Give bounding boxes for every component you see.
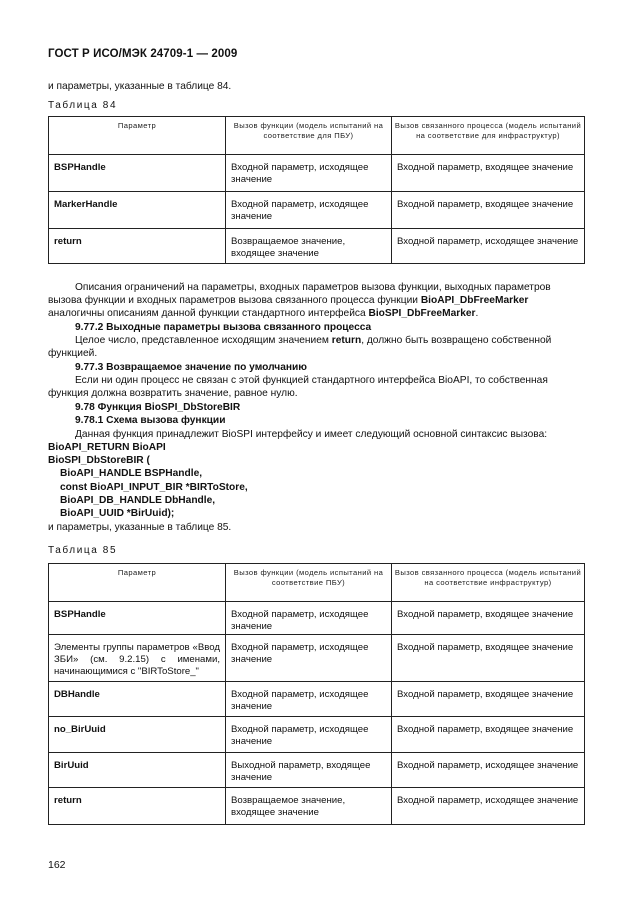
- page-number: 162: [48, 859, 66, 871]
- table-85-header-function: Вызов функции (модель испытаний на соответствие ПБУ): [226, 564, 392, 602]
- paragraph-text: аналогичны описаниям данной функции стандартного интерфейса: [48, 308, 369, 320]
- table-cell: Входной параметр, исходящее значение: [392, 229, 585, 264]
- table-cell: Элементы группы параметров «Ввод ЗБИ» (см. 9.2.15) с именами, начинающимися с "BIRToStore_": [49, 635, 226, 682]
- paragraph-text: Целое число, представленное исходящим значением: [75, 335, 332, 346]
- intro-text-85: и параметры, указанные в таблице 85.: [48, 522, 232, 533]
- table-cell: return: [49, 788, 226, 825]
- table-cell: Возвращаемое значение, входящее значение: [226, 788, 392, 825]
- table-cell: Входной параметр, входящее значение: [392, 635, 585, 682]
- table-cell: DBHandle: [49, 682, 226, 717]
- paragraph-syntax: Данная функция принадлежит BioSPI интерфейсу и имеет следующий основной синтаксис вызова:: [75, 429, 548, 440]
- table-cell: Входной параметр, исходящее значение: [226, 155, 392, 192]
- table-row: [49, 717, 585, 753]
- table-row: [49, 155, 585, 192]
- section-heading-9-77-2: 9.77.2 Выходные параметры вызова связанного процесса: [75, 322, 372, 333]
- table-84: [48, 116, 585, 264]
- table-85-header-param: Параметр: [49, 564, 226, 602]
- table-cell: BirUuid: [49, 753, 226, 788]
- table-84-header-param: Параметр: [49, 117, 226, 155]
- table-cell: Входной параметр, входящее значение: [392, 192, 585, 229]
- intro-text-84: и параметры, указанные в таблице 84.: [48, 81, 232, 92]
- keyword: return: [331, 335, 362, 346]
- table-84-header-process: Вызов связанного процесса (модель испытаний на соответствие для инфраструктур): [392, 117, 585, 155]
- table-row: [49, 602, 585, 635]
- paragraph-text: , должно быть возвращено собственной функцией.: [48, 335, 552, 360]
- table-cell: Возвращаемое значение, входящее значение: [226, 229, 392, 264]
- code-line: const BioAPI_INPUT_BIR *BIRToStore,: [60, 481, 248, 493]
- code-line: BioAPI_HANDLE BSPHandle,: [60, 468, 203, 480]
- paragraph-default-value: Если ни один процесс не связан с этой функцией стандартного интерфейса BioAPI, то собственная функция должна возвратить значение, равное нулю.: [48, 375, 548, 400]
- table-row: [49, 192, 585, 229]
- function-name: BioAPI_DbFreeMarker: [420, 295, 529, 307]
- document-header: ГОСТ Р ИСО/МЭК 24709-1 — 2009: [48, 48, 238, 60]
- code-line: BioAPI_DB_HANDLE DbHandle,: [60, 494, 216, 506]
- table-cell: Выходной параметр, входящее значение: [226, 753, 392, 788]
- table-row: [49, 229, 585, 264]
- table-84-header-row: [49, 117, 585, 155]
- table-cell: BSPHandle: [49, 602, 226, 635]
- table-cell: BSPHandle: [49, 155, 226, 192]
- section-heading-9-77-3: 9.77.3 Возвращаемое значение по умолчанию: [75, 362, 307, 373]
- table-85-header-row: [49, 564, 585, 602]
- table-row: [49, 788, 585, 825]
- table-84-caption: Таблица 84: [48, 100, 118, 111]
- table-cell: Входной параметр, исходящее значение: [392, 753, 585, 788]
- paragraph-constraints: [48, 281, 584, 321]
- table-cell: Входной параметр, исходящее значение: [226, 192, 392, 229]
- paragraph-text: .: [475, 308, 479, 320]
- code-line: BioAPI_UUID *BirUuid);: [60, 508, 175, 520]
- table-cell: Входной параметр, входящее значение: [392, 602, 585, 635]
- function-name: BioSPI_DbFreeMarker: [368, 308, 476, 320]
- table-85: [48, 563, 585, 825]
- table-cell: Входной параметр, исходящее значение: [226, 682, 392, 717]
- section-heading-9-78-1: 9.78.1 Схема вызова функции: [75, 415, 226, 426]
- table-cell: no_BirUuid: [49, 717, 226, 753]
- table-cell: Входной параметр, входящее значение: [392, 717, 585, 753]
- table-cell: Входной параметр, исходящее значение: [226, 717, 392, 753]
- table-row: [49, 682, 585, 717]
- table-cell: Входной параметр, исходящее значение: [392, 788, 585, 825]
- table-85-header-process: Вызов связанного процесса (модель испытаний на соответствие инфраструктур): [392, 564, 585, 602]
- table-row: [49, 753, 585, 788]
- table-85-caption: Таблица 85: [48, 545, 118, 556]
- code-line: BioSPI_DbStoreBIR (: [48, 455, 150, 467]
- code-line: BioAPI_RETURN BioAPI: [48, 442, 166, 453]
- code-block: [48, 441, 248, 520]
- table-cell: Входной параметр, входящее значение: [392, 682, 585, 717]
- table-cell: MarkerHandle: [49, 192, 226, 229]
- section-heading-9-78: 9.78 Функция BioSPI_DbStoreBIR: [75, 402, 241, 413]
- table-cell: Входной параметр, исходящее значение: [226, 635, 392, 682]
- table-cell: Входной параметр, входящее значение: [392, 155, 585, 192]
- paragraph-return: [48, 334, 584, 360]
- table-row: [49, 635, 585, 682]
- table-cell: Входной параметр, исходящее значение: [226, 602, 392, 635]
- table-cell: return: [49, 229, 226, 264]
- table-84-header-function: Вызов функции (модель испытаний на соответствие для ПБУ): [226, 117, 392, 155]
- paragraph-text: Описания ограничений на параметры, входных параметров вызова функции, выходных параметров вызова функции и входных параметров вызова связанного процесса функции: [48, 282, 551, 307]
